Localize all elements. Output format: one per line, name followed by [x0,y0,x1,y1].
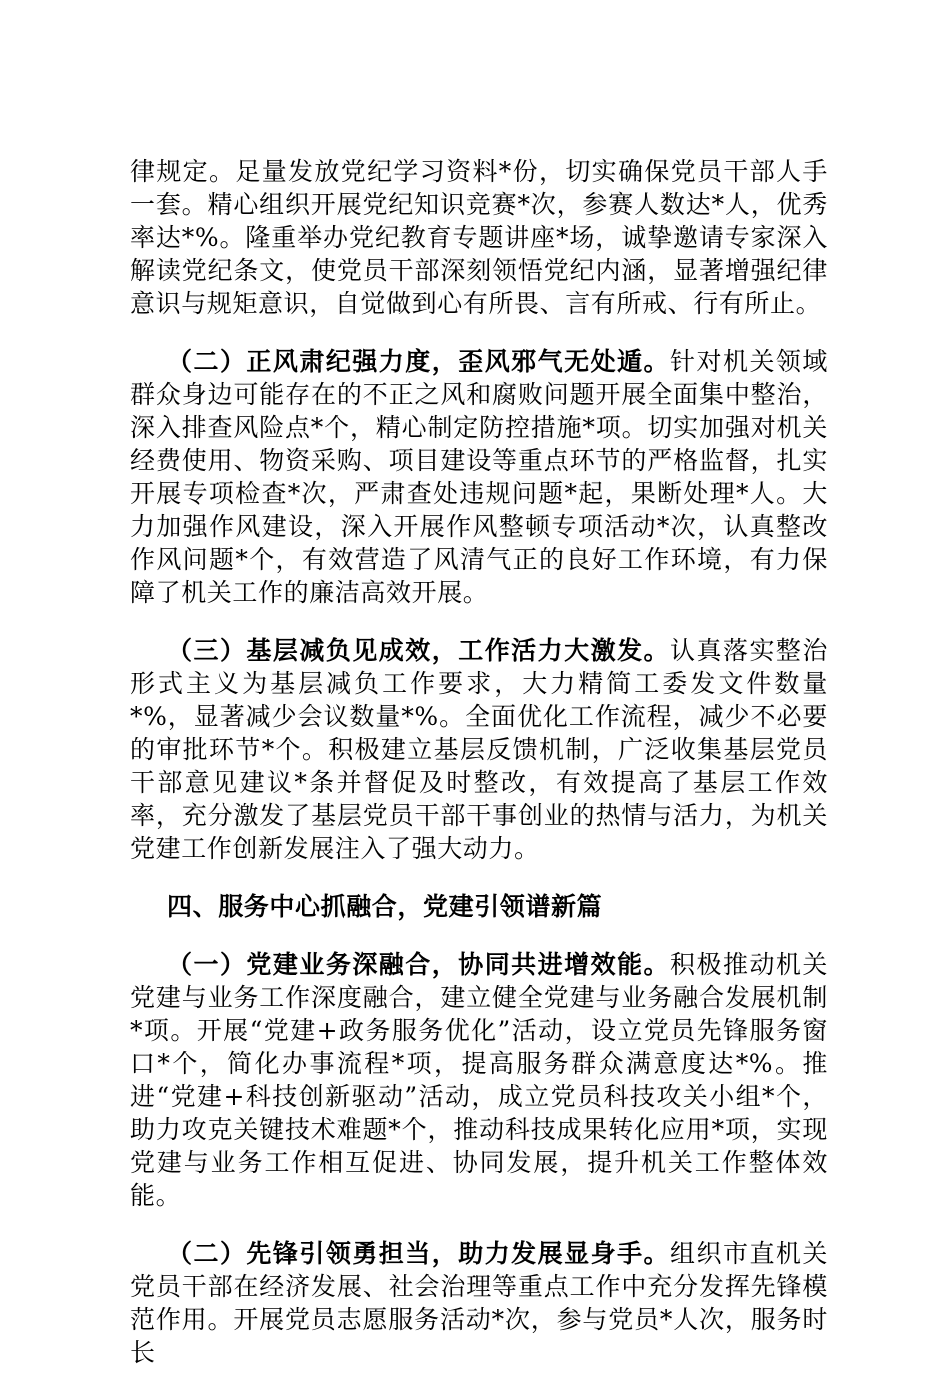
paragraph-2-3 [130,634,828,865]
paragraph-4-1 [130,948,828,1212]
paragraph-text: 积极推动机关党建与业务工作深度融合，建立健全党建与业务融合发展机制*项。开展“党建+政务服务优化”活动，设立党员先锋服务窗口*个，简化办事流程*项，提高服务群众满意度达*%。推进“党建+科技创新驱动”活动，成立党员科技攻关小组*个，助力攻克关键技术难题*个，推动科技成果转化应用*项，实现党建与业务工作相互促进、协同发展，提升机关工作整体效能。 [130,950,828,1210]
document-page [130,155,828,1394]
paragraph-text: 律规定。足量发放党纪学习资料*份，切实确保党员干部人手一套。精心组织开展党纪知识竞赛*次，参赛人数达*人，优秀率达*%。隆重举办党纪教育专题讲座*场，诚挚邀请专家深入解读党纪条文，使党员干部深刻领悟党纪内涵，显著增强纪律意识与规矩意识，自觉做到心有所畏、言有所戒、行有所止。 [130,157,828,318]
paragraph-lead: （二）先锋引领勇担当，助力发展显身手。 [167,1239,671,1268]
paragraph-text: 组织市直机关党员干部在经济发展、社会治理等重点工作中充分发挥先锋模范作用。开展党员志愿服务活动*次，参与党员*人次，服务时长 [130,1239,828,1367]
paragraph-lead: （一）党建业务深融合，协同共进增效能。 [167,950,671,979]
section-heading: 四、服务中心抓融合，党建引领谱新篇 [167,892,603,921]
paragraph-text: 针对机关领域群众身边可能存在的不正之风和腐败问题开展全面集中整治，深入排查风险点*个，精心制定防控措施*项。切实加强对机关经费使用、物资采购、项目建设等重点环节的严格监督，扎实开展专项检查*次，严肃查处违规问题*起，果断处理*人。大力加强作风建设，深入开展作风整顿专项活动*次，认真整改作风问题*个，有效营造了风清气正的良好工作环境，有力保障了机关工作的廉洁高效开展。 [130,347,828,607]
paragraph-text: 认真落实整治形式主义为基层减负工作要求，大力精简工委发文件数量*%，显著减少会议数量*%。全面优化工作流程，减少不必要的审批环节*个。积极建立基层反馈机制，广泛收集基层党员干部意见建议*条并督促及时整改，有效提高了基层工作效率，充分激发了基层党员干部干事创业的热情与活力，为机关党建工作创新发展注入了强大动力。 [130,636,828,863]
paragraph-4-2 [130,1237,828,1369]
paragraph-continued [130,155,828,320]
paragraph-2-2 [130,345,828,609]
paragraph-lead: （二）正风肃纪强力度，歪风邪气无处遁。 [167,347,671,376]
paragraph-lead: （三）基层减负见成效，工作活力大激发。 [167,636,671,665]
